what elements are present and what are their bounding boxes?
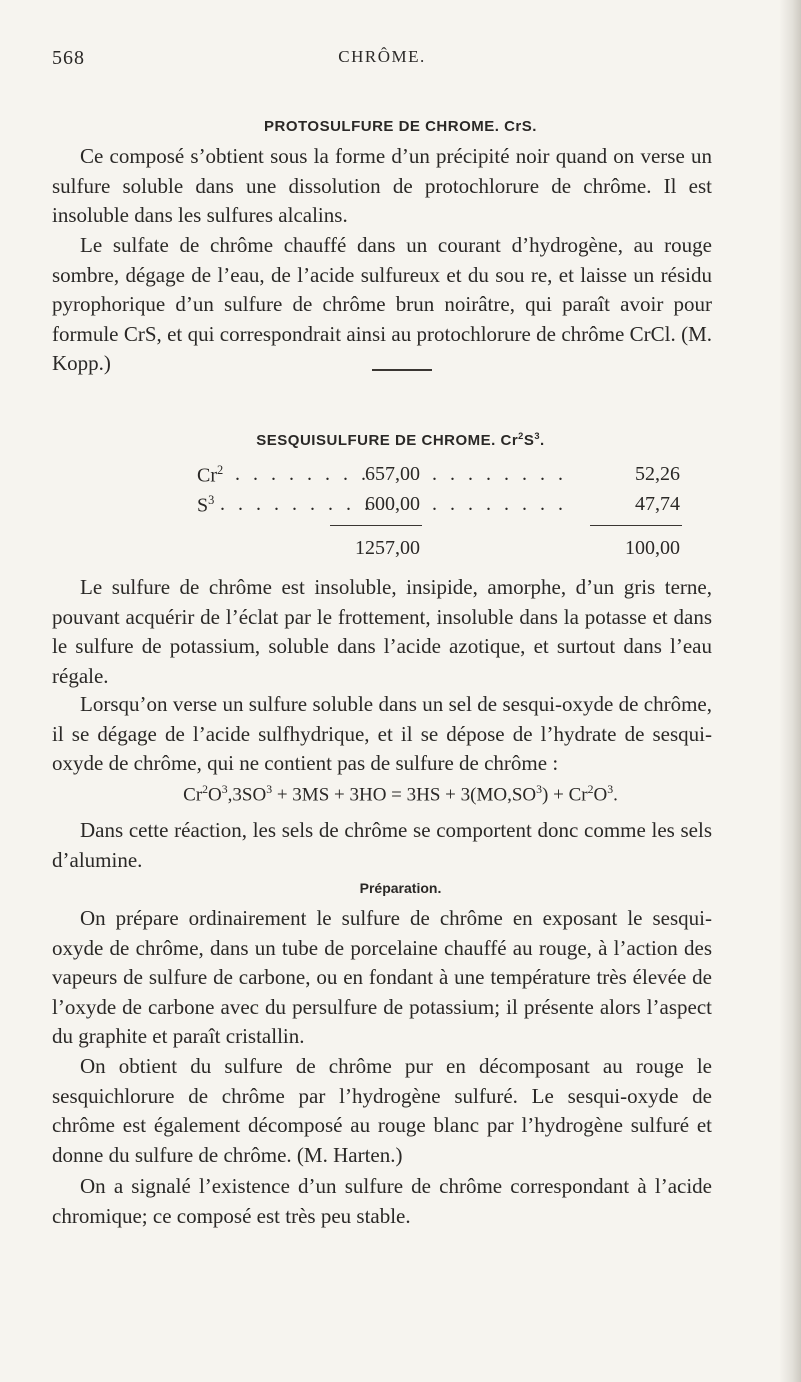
title-text: S xyxy=(523,432,535,449)
sum-line-weight xyxy=(330,525,422,526)
element-symbol: Cr$^2$ xyxy=(197,463,224,487)
page-edge-shadow xyxy=(779,0,801,1382)
section-divider xyxy=(372,369,432,371)
element-symbol: $S^3$ xyxy=(197,493,215,517)
percent-value: 52,26 xyxy=(635,463,680,485)
title-text: . xyxy=(540,432,545,449)
percent-value: 47,74 xyxy=(635,493,680,515)
title-subscript: 3 xyxy=(534,431,541,441)
subheading-preparation: Préparation. xyxy=(359,880,442,896)
sum-line-percent xyxy=(590,525,682,526)
title-text: SESQUISULFURE DE CHROME. Cr xyxy=(256,432,519,449)
section-title-sesquisulfure xyxy=(0,431,801,449)
leader-dots: . . . . . . . . xyxy=(432,493,567,515)
paragraph-protosulfure-1: Ce composé s’obtient sous la forme d’un précipité noir quand on verse un sulfure soluble dans une dissolution de protochlorure de chrôme. Il est insoluble dans les sulfures alcalins. xyxy=(52,144,712,227)
paragraph-preparation-1: On prépare ordinairement le sulfure de chrôme en exposant le sesqui-oxyde de chrôme, dans un tube de porcelaine chauffé au rouge, à l’action des vapeurs de sulfure de carbone, ou en fondant à une température très élevée de l’oxyde de carbone avec du persulfure de potassium; il présente alors l’aspect du graphite et paraît cristallin. xyxy=(52,906,712,1048)
total-percent: 100,00 xyxy=(625,537,680,559)
section-title-protosulfure: PROTOSULFURE DE CHROME. CrS. xyxy=(264,118,537,135)
chemical-equation: $Cr^2O^3,3SO^3 + 3MS + 3HO = 3HS + 3(MO,SO^3) + Cr^2O^3$. xyxy=(183,783,618,806)
weight-value: 657,00 xyxy=(365,463,420,485)
paragraph-preparation-2: On obtient du sulfure de chrôme pur en décomposant au rouge le sesquichlorure de chrôme par l’hydrogène sulfuré. Le sesqui-oxyde de chrôme est également décomposé au rouge blanc par l’hydrogène sulfuré et donne du sulfure de chrôme. (M. Harten.) xyxy=(52,1054,712,1167)
paragraph-reaction-note: Dans cette réaction, les sels de chrôme se comportent donc comme les sels d’alumine. xyxy=(52,818,712,872)
leader-dots: . . . . . . . . . xyxy=(220,493,373,515)
title-subscript: 2 xyxy=(518,431,524,441)
total-weight: 1257,00 xyxy=(355,537,420,559)
paragraph-preparation-3: On a signalé l’existence d’un sulfure de chrôme correspondant à l’acide chromique; ce composé est très peu stable. xyxy=(52,1174,712,1228)
paragraph-protosulfure-2: Le sulfate de chrôme chauffé dans un courant d’hydrogène, au rouge sombre, dégage de l’eau, de l’acide sulfureux et du sou re, et laisse un résidu pyrophorique d’un sulfure de chrôme brun noirâtre, qui paraît avoir pour formule CrS, et qui correspondrait ainsi au protochlorure de chrôme CrCl. (M. Kopp.) xyxy=(52,233,712,375)
paragraph-sesquisulfure-2: Lorsqu’on verse un sulfure soluble dans un sel de sesqui-oxyde de chrôme, il se dégage de l’acide sulfhydrique, et il se dépose de l’hydrate de sesqui-oxyde de chrôme, qui ne contient pas de sulfure de chrôme : xyxy=(52,692,712,775)
paragraph-sesquisulfure-1: Le sulfure de chrôme est insoluble, insipide, amorphe, d’un gris terne, pouvant acquérir de l’éclat par le frottement, insoluble dans la potasse et dans le sulfure de potassium, soluble dans l’acide azotique, et surtout dans l’eau régale. xyxy=(52,575,712,688)
weight-value: 600,00 xyxy=(365,493,420,515)
leader-dots: . . . . . . . . xyxy=(432,463,567,485)
page-number: 568 xyxy=(52,47,85,69)
leader-dots: . . . . . . . . xyxy=(235,463,370,485)
running-title: CHRÔME. xyxy=(338,47,426,66)
